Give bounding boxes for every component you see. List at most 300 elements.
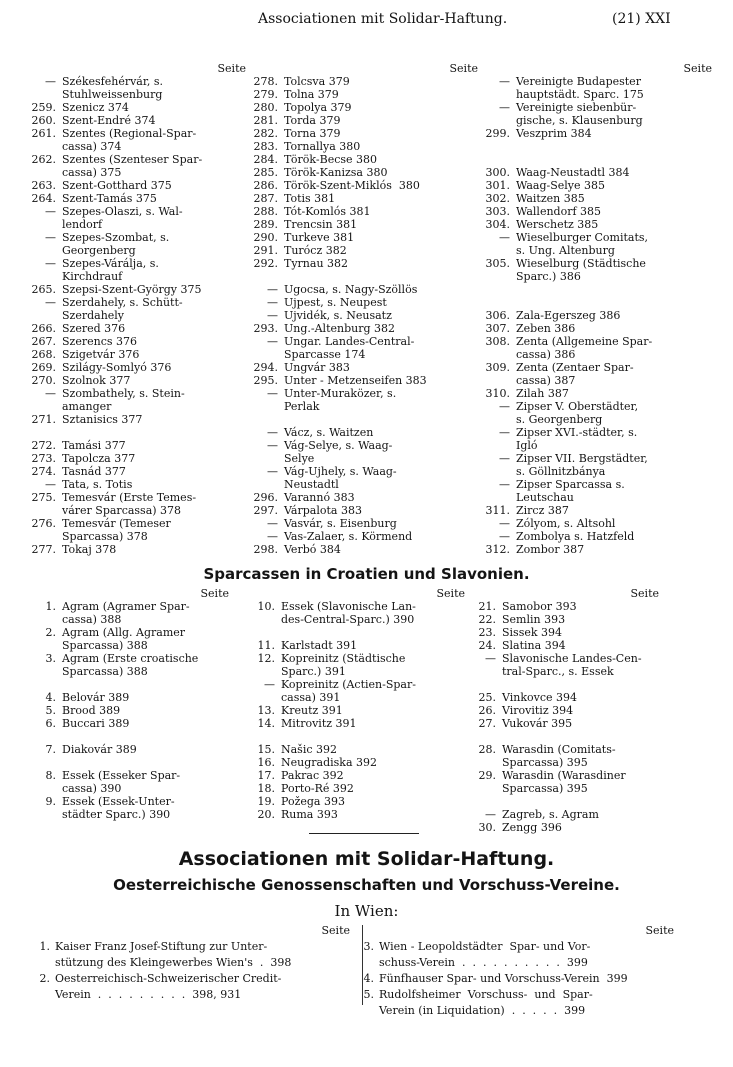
seite-label: Seite (449, 62, 478, 75)
entry-text: Mitrovitz 391 (281, 717, 357, 730)
index-entry (484, 478, 718, 491)
entry-text: Waag-Selye 385 (516, 179, 606, 192)
entry-text: Ruma 393 (281, 808, 338, 821)
index-entry (470, 769, 665, 782)
entry-number (30, 166, 56, 179)
index-entry (484, 413, 718, 426)
index-entry (252, 283, 484, 296)
entry-number: 305. (485, 257, 510, 270)
entry-text: cassa) 387 (516, 374, 576, 387)
blank-line (484, 296, 718, 309)
entry-number: — (499, 478, 510, 491)
entry-text: Kopreinitz (Städtische (281, 652, 406, 665)
index-entry (30, 439, 252, 452)
entry-number: — (499, 75, 510, 88)
blank-line (484, 140, 718, 153)
entry-number: 294. (253, 361, 278, 374)
entry-text: Pakrac 392 (281, 769, 344, 782)
entry-number: 308. (485, 335, 510, 348)
entry-text: Buccari 389 (62, 717, 130, 730)
entry-number: — (485, 652, 496, 665)
index-entry (252, 296, 484, 309)
entry-number: — (45, 478, 56, 491)
entry-text: Torda 379 (284, 114, 341, 127)
entry-text: Virovitiz 394 (502, 704, 574, 717)
entry-text: Našic 392 (281, 743, 337, 756)
entry-number (34, 987, 50, 1003)
entry-number: 299. (485, 127, 510, 140)
entry-number (484, 348, 510, 361)
entry-number (484, 439, 510, 452)
entry-text: Essek (Slavonische Lan- (281, 600, 416, 613)
index-entry (249, 704, 471, 717)
entry-text: Szerdahely (62, 309, 125, 322)
entry-text: Zala-Egerszeg 386 (516, 309, 621, 322)
entry-number: 282. (253, 127, 278, 140)
seite-label: Seite (645, 924, 674, 937)
entry-text: hauptstädt. Sparc. 175 (516, 88, 644, 101)
entry-number: — (45, 231, 56, 244)
index-entry (30, 717, 235, 730)
blank-line (252, 413, 484, 426)
index-entry (249, 756, 471, 769)
city-heading: In Wien: (334, 902, 399, 920)
entry-number: 297. (253, 504, 278, 517)
entry-text: Zipser V. Oberstädter, (516, 400, 639, 413)
entry-text: Zólyom, s. Altsohl (516, 517, 616, 530)
entry-text: Trencsin 381 (284, 218, 358, 231)
index-entry (252, 179, 484, 192)
entry-text: Sparcassa) 395 (502, 782, 588, 795)
croatia-column-3 (470, 587, 665, 834)
entry-number (470, 782, 496, 795)
index-entry (30, 153, 252, 166)
entry-text: Zenta (Allgemeine Spar- (516, 335, 653, 348)
entry-text: Vág-Selye, s. Waag- (284, 439, 393, 452)
index-entry (470, 743, 665, 756)
entry-text: s. Ung. Altenburg (516, 244, 615, 257)
entry-number (30, 270, 56, 283)
entry-number: 5. (363, 988, 374, 1001)
entry-number: 311. (485, 504, 510, 517)
entry-text: Verein . . . . . . . . . 398, 931 (55, 988, 242, 1001)
entry-number: 304. (485, 218, 510, 231)
entry-number (34, 955, 50, 971)
entry-text: Turócz 382 (284, 244, 347, 257)
entry-number: 268. (31, 348, 56, 361)
index-entry (484, 387, 718, 400)
index-entry (30, 374, 252, 387)
entry-number: 310. (485, 387, 510, 400)
index-entry (30, 335, 252, 348)
index-entry (30, 491, 252, 504)
entry-number: — (499, 452, 510, 465)
index-entry (30, 543, 252, 556)
index-entry (30, 114, 252, 127)
index-entry (30, 140, 252, 153)
index-entry (484, 309, 718, 322)
entry-text: Zilah 387 (516, 387, 569, 400)
index-entry (252, 205, 484, 218)
entry-number: — (499, 101, 510, 114)
index-entry (252, 543, 484, 556)
index-entry (30, 665, 235, 678)
entry-number (252, 452, 278, 465)
index-entry (252, 387, 484, 400)
entry-text: Török-Kanizsa 380 (284, 166, 388, 179)
croatia-column-2 (249, 587, 471, 821)
index-entry (30, 270, 252, 283)
entry-number: 21. (478, 600, 496, 613)
index-entry (249, 743, 471, 756)
index-entry (30, 465, 252, 478)
index-entry (249, 665, 471, 678)
index-entry (30, 413, 252, 426)
index-entry (30, 348, 252, 361)
entry-number (484, 88, 510, 101)
index-entry (358, 939, 674, 955)
entry-number (30, 613, 56, 626)
index-entry (252, 244, 484, 257)
index-entry (30, 600, 235, 613)
seite-label: Seite (217, 62, 246, 75)
entry-number (30, 530, 56, 543)
entry-text: Temesvár (Erste Temes- (62, 491, 197, 504)
entry-number: — (485, 808, 496, 821)
entry-number: 267. (31, 335, 56, 348)
entry-number: 263. (31, 179, 56, 192)
entry-number: 20. (257, 808, 275, 821)
index-entry (484, 426, 718, 439)
entry-number: 276. (31, 517, 56, 530)
index-entry (30, 309, 252, 322)
index-entry (484, 114, 718, 127)
index-entry (30, 530, 252, 543)
entry-text: Kirchdrauf (62, 270, 123, 283)
entry-text: Sztanisics 377 (62, 413, 143, 426)
associations-title: Associationen mit Solidar-Haftung. (178, 848, 555, 870)
entry-number: 27. (478, 717, 496, 730)
blank-line (30, 426, 252, 439)
entry-number: 17. (257, 769, 275, 782)
index-entry (249, 652, 471, 665)
index-entry (30, 244, 252, 257)
entry-number: 262. (31, 153, 56, 166)
index-entry (484, 101, 718, 114)
entry-number: 289. (253, 218, 278, 231)
entry-text: Szenicz 374 (62, 101, 129, 114)
index-entry (249, 808, 471, 821)
entry-number (470, 665, 496, 678)
entry-number: 25. (478, 691, 496, 704)
index-entry (30, 626, 235, 639)
entry-text: Szilágy-Somlyó 376 (62, 361, 172, 374)
entry-text: Warasdin (Comitats- (502, 743, 616, 756)
entry-number: 28. (478, 743, 496, 756)
entry-text: Szered 376 (62, 322, 126, 335)
entry-text: Essek (Esseker Spar- (62, 769, 181, 782)
index-entry (249, 782, 471, 795)
index-entry (470, 600, 665, 613)
entry-number: 296. (253, 491, 278, 504)
blank-line (470, 678, 665, 691)
index-entry (252, 517, 484, 530)
blank-line (30, 678, 235, 691)
entry-text: Kaiser Franz Josef-Stiftung zur Unter- (55, 940, 268, 953)
section-divider (309, 833, 419, 834)
entry-number: 6. (45, 717, 56, 730)
index-entry (30, 400, 252, 413)
entry-number: 13. (257, 704, 275, 717)
entry-text: várer Sparcassa) 378 (62, 504, 182, 517)
entry-number (484, 244, 510, 257)
index-entry (484, 205, 718, 218)
index-entry (252, 361, 484, 374)
entry-number (484, 491, 510, 504)
entry-text: Zombolya s. Hatzfeld (516, 530, 635, 543)
index-entry (30, 743, 235, 756)
blank-line (484, 283, 718, 296)
entry-number (249, 613, 275, 626)
index-entry (252, 452, 484, 465)
entry-text: s. Göllnitzbánya (516, 465, 606, 478)
entry-number (470, 756, 496, 769)
entry-number: 272. (31, 439, 56, 452)
entry-number: 264. (31, 192, 56, 205)
entry-number: 309. (485, 361, 510, 374)
entry-text: Zipser VII. Bergstädter, (516, 452, 648, 465)
index-column-1 (30, 62, 252, 556)
entry-text: Unter-Muraközer, s. (284, 387, 397, 400)
associations-column-1 (34, 923, 350, 1003)
entry-text: Perlak (284, 400, 320, 413)
index-entry (252, 309, 484, 322)
entry-number: 269. (31, 361, 56, 374)
entry-number: 5. (45, 704, 56, 717)
entry-text: Oesterreichisch-Schweizerischer Credit- (55, 972, 282, 985)
entry-number: 285. (253, 166, 278, 179)
entry-text: Samobor 393 (502, 600, 577, 613)
entry-number: 265. (31, 283, 56, 296)
entry-text: cassa) 386 (516, 348, 576, 361)
entry-text: Selye (284, 452, 315, 465)
index-entry (30, 691, 235, 704)
entry-number: 18. (257, 782, 275, 795)
entry-text: schuss-Verein . . . . . . . . . . 399 (379, 956, 588, 969)
index-entry (30, 231, 252, 244)
index-entry (34, 955, 350, 971)
index-entry (30, 782, 235, 795)
entry-number (30, 309, 56, 322)
seite-label: Seite (321, 924, 350, 937)
seite-label: Seite (630, 587, 659, 600)
index-entry (470, 613, 665, 626)
entry-text: Werschetz 385 (516, 218, 599, 231)
index-entry (30, 613, 235, 626)
entry-number: 14. (257, 717, 275, 730)
index-entry (484, 218, 718, 231)
index-entry (30, 218, 252, 231)
entry-text: Várpalota 383 (284, 504, 362, 517)
entry-text: Szentes (Szenteser Spar- (62, 153, 203, 166)
entry-text: Požega 393 (281, 795, 345, 808)
entry-text: Szerencs 376 (62, 335, 137, 348)
blank-line (30, 730, 235, 743)
entry-number (30, 140, 56, 153)
index-entry (249, 613, 471, 626)
index-entry (249, 795, 471, 808)
index-entry (249, 691, 471, 704)
index-entry (252, 75, 484, 88)
croatia-column-1 (30, 587, 235, 821)
entry-number: 19. (257, 795, 275, 808)
seite-label: Seite (683, 62, 712, 75)
index-entry (252, 491, 484, 504)
associations-column-2 (358, 923, 674, 1019)
entry-text: Sparcassa) 378 (62, 530, 148, 543)
entry-text: Waag-Neustadtl 384 (516, 166, 630, 179)
entry-number: 292. (253, 257, 278, 270)
entry-text: s. Georgenberg (516, 413, 603, 426)
entry-text: Tokaj 378 (62, 543, 117, 556)
entry-number: 293. (253, 322, 278, 335)
index-entry (252, 348, 484, 361)
entry-number: 30. (478, 821, 496, 834)
entry-number: 1. (45, 600, 56, 613)
entry-number: — (45, 257, 56, 270)
entry-number: 307. (485, 322, 510, 335)
entry-text: Verbó 384 (284, 543, 341, 556)
entry-text: Zircz 387 (516, 504, 569, 517)
entry-number: — (499, 400, 510, 413)
entry-number: 271. (31, 413, 56, 426)
blank-line (484, 153, 718, 166)
entry-text: gische, s. Klausenburg (516, 114, 643, 127)
entry-number (249, 691, 275, 704)
entry-text: amanger (62, 400, 112, 413)
entry-text: Zenta (Zentaer Spar- (516, 361, 634, 374)
entry-number: — (499, 426, 510, 439)
entry-text: Kopreinitz (Actien-Spar- (281, 678, 416, 691)
entry-number: 261. (31, 127, 56, 140)
entry-text: Slavonische Landes-Cen- (502, 652, 642, 665)
index-entry (252, 322, 484, 335)
index-entry (484, 179, 718, 192)
entry-text: Varannó 383 (284, 491, 355, 504)
entry-text: Tyrnau 382 (284, 257, 349, 270)
entry-number: — (267, 309, 278, 322)
entry-number: 3. (45, 652, 56, 665)
entry-text: Tót-Komlós 381 (284, 205, 371, 218)
entry-text: Essek (Essek-Unter- (62, 795, 175, 808)
entry-text: Ugocsa, s. Nagy-Szöllös (284, 283, 418, 296)
entry-text: Neugradiska 392 (281, 756, 377, 769)
entry-text: Szent-Gotthard 375 (62, 179, 172, 192)
entry-text: Tornallya 380 (284, 140, 361, 153)
entry-text: Georgenberg (62, 244, 136, 257)
entry-text: Ungar. Landes-Central- (284, 335, 415, 348)
entry-text: Unter - Metzenseifen 383 (284, 374, 427, 387)
entry-number: 12. (257, 652, 275, 665)
entry-text: Stuhlweissenburg (62, 88, 163, 101)
blank-line (249, 626, 471, 639)
seite-label: Seite (436, 587, 465, 600)
index-entry (484, 192, 718, 205)
index-entry (252, 218, 484, 231)
entry-number: 266. (31, 322, 56, 335)
index-entry (484, 452, 718, 465)
entry-text: Szepes-Szombat, s. (62, 231, 170, 244)
entry-number (484, 270, 510, 283)
entry-text: stützung des Kleingewerbes Wien's . 398 (55, 956, 292, 969)
entry-number (30, 782, 56, 795)
entry-number: 303. (485, 205, 510, 218)
entry-text: Tata, s. Totis (62, 478, 133, 491)
index-entry (30, 478, 252, 491)
index-entry (470, 821, 665, 834)
entry-text: Porto-Ré 392 (281, 782, 354, 795)
index-entry (252, 166, 484, 179)
entry-number: 306. (485, 309, 510, 322)
index-entry (484, 504, 718, 517)
entry-number (30, 400, 56, 413)
index-entry (252, 400, 484, 413)
entry-number: 274. (31, 465, 56, 478)
entry-number: 10. (257, 600, 275, 613)
entry-text: Török-Szent-Miklós 380 (284, 179, 420, 192)
entry-text: Szigetvár 376 (62, 348, 140, 361)
entry-number: — (499, 231, 510, 244)
entry-text: Vinkovce 394 (502, 691, 578, 704)
index-entry (252, 101, 484, 114)
index-entry (484, 530, 718, 543)
index-entry (484, 127, 718, 140)
index-entry (249, 600, 471, 613)
blank-line (30, 756, 235, 769)
entry-text: Székesfehérvár, s. (62, 75, 164, 88)
entry-text: Vácz, s. Waitzen (284, 426, 374, 439)
entry-text: Sparcassa) 388 (62, 639, 148, 652)
entry-number: — (267, 426, 278, 439)
entry-text: Zagreb, s. Agram (502, 808, 599, 821)
entry-number: 15. (257, 743, 275, 756)
entry-number: 277. (31, 543, 56, 556)
entry-number (484, 465, 510, 478)
entry-number: 3. (363, 940, 374, 953)
entry-text: Ujpest, s. Neupest (284, 296, 387, 309)
entry-number (30, 665, 56, 678)
entry-text: Leutschau (516, 491, 574, 504)
entry-text: lendorf (62, 218, 103, 231)
index-entry (484, 491, 718, 504)
entry-number (252, 348, 278, 361)
entry-number: — (45, 205, 56, 218)
entry-number: 259. (31, 101, 56, 114)
entry-text: Vukovár 395 (502, 717, 573, 730)
entry-text: Szerdahely, s. Schütt- (62, 296, 183, 309)
entry-number: 295. (253, 374, 278, 387)
entry-text: Topolya 379 (284, 101, 352, 114)
index-entry (484, 439, 718, 452)
index-entry (470, 652, 665, 665)
entry-number: — (45, 387, 56, 400)
entry-text: Diakovár 389 (62, 743, 137, 756)
index-entry (252, 88, 484, 101)
entry-text: Agram (Agramer Spar- (62, 600, 190, 613)
index-entry (252, 439, 484, 452)
entry-number (249, 665, 275, 678)
entry-text: Tolna 379 (284, 88, 339, 101)
